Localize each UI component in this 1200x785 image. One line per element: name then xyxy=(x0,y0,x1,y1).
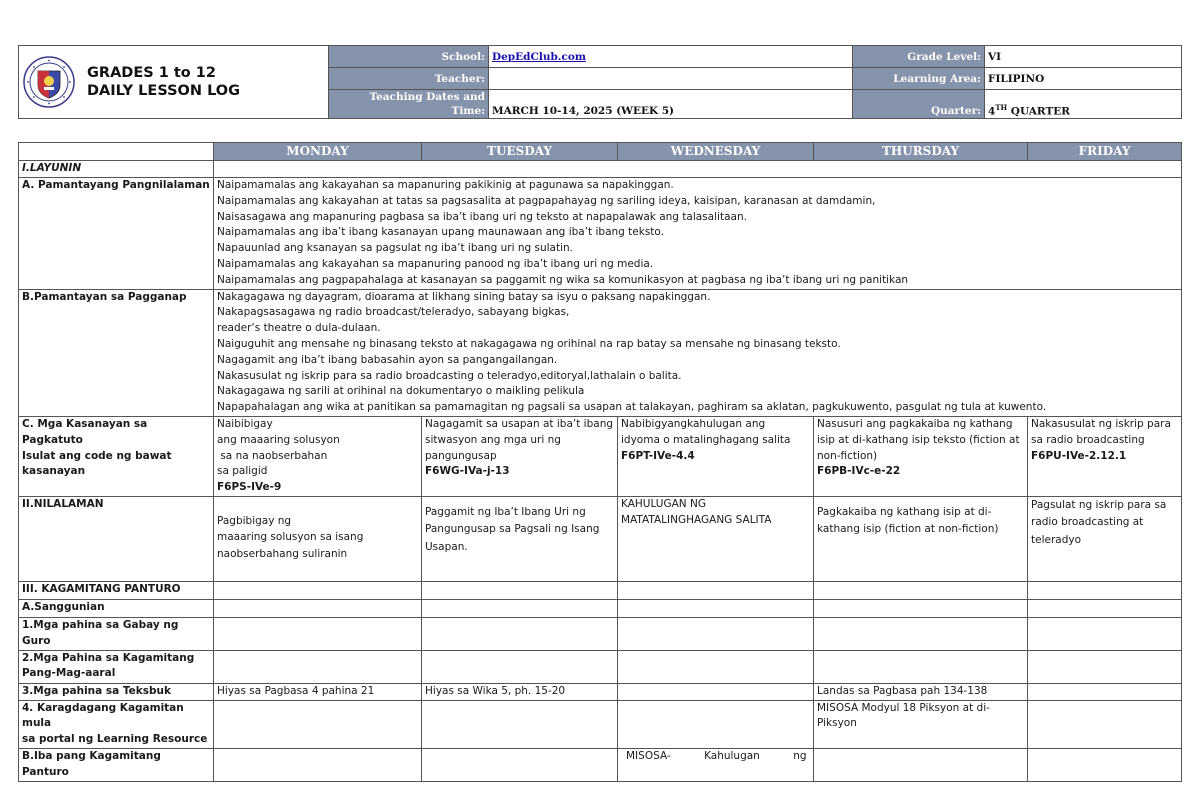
pagganap-line: Nakagagawa ng sarili at orihinal na dokumentaryo o maikling pelikula xyxy=(217,385,585,398)
pamantayang-label: A. Pamantayang Pangnilalaman xyxy=(19,178,214,290)
title-line1: GRADES 1 to 12 xyxy=(87,65,216,81)
dates-value: MARCH 10-14, 2025 (WEEK 5) xyxy=(489,90,853,119)
day-thursday: THURSDAY xyxy=(814,143,1028,161)
kasanayan-line: ang maaaring solusyon xyxy=(217,433,340,446)
day-tuesday: TUESDAY xyxy=(422,143,618,161)
nilalaman-tuesday xyxy=(422,496,618,581)
school-value-cell xyxy=(489,46,853,68)
kasanayan-line: Nagagamit sa usapan at iba’t ibang xyxy=(425,417,614,430)
empty-cell xyxy=(422,700,618,748)
kasanayan-label-line: Isulat ang code ng bawat xyxy=(22,449,172,462)
pagganap-line: Nakapagsasagawa ng radio broadcast/teleradyo, sabayang bigkas, xyxy=(217,306,570,319)
pagganap-label: B.Pamantayan sa Pagganap xyxy=(19,289,214,416)
school-link[interactable]: DepEdClub.com xyxy=(492,50,586,63)
empty-cell xyxy=(1028,748,1182,781)
dates-label-line2: Time: xyxy=(451,105,485,117)
kasanayan-code: F6PU-IVe-2.12.1 xyxy=(1031,449,1127,462)
kasanayan-code: F6PT-IVe-4.4 xyxy=(621,449,695,462)
quarter-value xyxy=(985,90,1182,119)
kasanayan-line: idyoma o matalinghagang salita xyxy=(621,433,791,446)
spacer xyxy=(425,497,614,504)
corner-cell xyxy=(19,143,214,161)
spacer xyxy=(217,497,418,513)
pagganap-content xyxy=(214,289,1182,416)
kasanayan-label-line: kasanayan xyxy=(22,465,86,478)
dates-label xyxy=(329,90,489,119)
spacer xyxy=(817,497,1024,504)
empty-cell xyxy=(618,581,814,599)
kagamitan-pang-label xyxy=(19,650,214,683)
teksbuk-monday: Hiyas sa Pagbasa 4 pahina 21 xyxy=(214,683,422,700)
empty-cell xyxy=(1028,683,1182,700)
kasanayan-wednesday xyxy=(618,416,814,496)
karagdagan-label-line: 4. Karagdagang Kagamitan mula xyxy=(22,701,184,730)
school-label: School: xyxy=(329,46,489,68)
pamantayang-line: Naipamamalas ang kakayahan at tatas sa pagsasalita at pagpapahayag ng sariling ideya, kaisipan, karanasan at damdamin, xyxy=(217,194,876,207)
kasanayan-line: Nakasusulat ng iskrip para xyxy=(1031,417,1171,430)
empty-cell xyxy=(422,581,618,599)
empty-cell xyxy=(618,700,814,748)
karagdagan-label-line: sa portal ng Learning Resource xyxy=(22,733,208,746)
pagganap-line: Nakasusulat ng iskrip para sa radio broadcasting o teleradyo,editoryal,lathalain o balita. xyxy=(217,369,682,382)
gabay-label: 1.Mga pahina sa Gabay ng Guro xyxy=(19,617,214,650)
day-wednesday: WEDNESDAY xyxy=(618,143,814,161)
empty-cell xyxy=(618,599,814,617)
sanggunian-label: A.Sanggunian xyxy=(19,599,214,617)
empty-cell xyxy=(214,599,422,617)
quarter-num: 4 xyxy=(988,105,996,117)
empty-cell xyxy=(814,581,1028,599)
kasanayan-line: pangungusap xyxy=(425,449,497,462)
quarter-label: Quarter: xyxy=(853,90,985,119)
kagamitan-label: III. KAGAMITANG PANTURO xyxy=(19,581,214,599)
empty-cell xyxy=(214,617,422,650)
empty-cell xyxy=(1028,599,1182,617)
kasanayan-label xyxy=(19,416,214,496)
pamantayang-line: Naipamamalas ang kakayahan sa mapanuring pakikinig at pagunawa sa napakinggan. xyxy=(217,179,674,191)
pagganap-line: Naiguguhit ang mensahe ng binasang teksto at nakagagawa ng orihinal na rap batay sa mensahe ng binasang teksto. xyxy=(217,337,841,350)
empty-cell xyxy=(814,617,1028,650)
teksbuk-tuesday: Hiyas sa Wika 5, ph. 15-20 xyxy=(422,683,618,700)
grade-label: Grade Level: xyxy=(853,46,985,68)
empty-cell xyxy=(618,683,814,700)
header-table xyxy=(18,45,1182,119)
karagdagan-label xyxy=(19,700,214,748)
empty-cell xyxy=(618,617,814,650)
empty-cell xyxy=(814,748,1028,781)
nilalaman-line: Paggamit ng Iba’t Ibang Uri ng xyxy=(425,505,586,518)
day-monday: MONDAY xyxy=(214,143,422,161)
nilalaman-wednesday xyxy=(618,496,814,581)
teacher-value xyxy=(489,68,853,90)
empty-cell xyxy=(1028,617,1182,650)
kasanayan-line: sa na naobserbahan xyxy=(217,449,328,462)
kasanayan-tuesday xyxy=(422,416,618,496)
pamantayang-line: Napauunlad ang ksanayan sa pagsulat ng iba’t ibang uri ng sulatin. xyxy=(217,242,573,255)
kasanayan-line: Nabibigyangkahulugan ang xyxy=(621,417,766,430)
day-friday: FRIDAY xyxy=(1028,143,1182,161)
pamantayang-line: Naipamamalas ang iba’t ibang kasanayan upang maunawaan ang iba’t ibang teksto. xyxy=(217,226,664,239)
empty-cell xyxy=(814,650,1028,683)
deped-seal-icon xyxy=(23,56,75,108)
pamantayang-line: Naipamamalas ang kakayahan sa mapanuring panood ng iba’t ibang uri ng media. xyxy=(217,257,654,270)
area-label: Learning Area: xyxy=(853,68,985,90)
layunin-label: I.LAYUNIN xyxy=(19,161,214,178)
kasanayan-line: sa paligid xyxy=(217,465,268,478)
empty-cell xyxy=(618,650,814,683)
empty-cell xyxy=(214,748,422,781)
pamantayang-content xyxy=(214,178,1182,290)
kasanayan-thursday xyxy=(814,416,1028,496)
empty-cell xyxy=(214,700,422,748)
iba-pang-wednesday: MISOSA- Kahulugan ng xyxy=(618,748,814,781)
pamantayang-line: Naipamamalas ang pagpapahalaga at kasanayan sa paggamit ng wika sa komunikasyon at pagbasa ng iba’t ibang uri ng panitikan xyxy=(217,273,909,286)
lesson-table xyxy=(18,142,1182,782)
nilalaman-line: teleradyo xyxy=(1031,533,1082,546)
kasanayan-friday xyxy=(1028,416,1182,496)
kagamitan-pang-line: 2.Mga Pahina sa Kagamitang xyxy=(22,651,195,664)
nilalaman-line: Pagbibigay ng xyxy=(217,514,292,527)
pamantayang-line: Naisasagawa ang mapanuring pagbasa sa iba’t ibang uri ng teksto at napapalawak ang talasalitaan. xyxy=(217,210,747,223)
nilalaman-line: Pagsulat ng iskrip para sa xyxy=(1031,498,1167,511)
kasanayan-label-line: C. Mga Kasanayan sa Pagkatuto xyxy=(22,417,148,446)
nilalaman-monday xyxy=(214,496,422,581)
dates-label-line1: Teaching Dates and xyxy=(369,91,485,103)
teksbuk-label: 3.Mga pahina sa Teksbuk xyxy=(19,683,214,700)
kasanayan-code: F6WG-IVa-j-13 xyxy=(425,465,510,478)
kasanayan-line: non-fiction) xyxy=(817,449,878,462)
teacher-label: Teacher: xyxy=(329,68,489,90)
karagdagan-line: Piksyon xyxy=(817,717,857,730)
empty-cell xyxy=(1028,700,1182,748)
nilalaman-line: MATATALINGHAGANG SALITA xyxy=(621,513,772,526)
karagdagan-line: MISOSA Modyul 18 Piksyon at di- xyxy=(817,701,990,714)
pagganap-line: Napapahalagan ang wika at panitikan sa pamamagitan ng pagsali sa usapan at talakayan, paghiram sa aklatan, pagkukuwento, pasgulat ng tula at kuwento. xyxy=(217,401,1047,414)
area-value: FILIPINO xyxy=(985,68,1182,90)
kasanayan-monday xyxy=(214,416,422,496)
empty-cell xyxy=(422,650,618,683)
karagdagan-thursday xyxy=(814,700,1028,748)
empty-cell xyxy=(214,650,422,683)
kasanayan-line: Naibibigay xyxy=(217,417,273,430)
nilalaman-line: maaaring solusyon sa isang xyxy=(217,531,364,544)
empty-cell xyxy=(1028,650,1182,683)
kasanayan-code: F6PB-IVc-e-22 xyxy=(817,465,901,478)
nilalaman-label: II.NILALAMAN xyxy=(19,496,214,581)
grade-value: VI xyxy=(985,46,1182,68)
kasanayan-line: Nasusuri ang pagkakaiba ng kathang xyxy=(817,417,1013,430)
nilalaman-friday xyxy=(1028,496,1182,581)
kasanayan-line: sitwasyon ang mga uri ng xyxy=(425,433,561,446)
nilalaman-line: Pagkakaiba ng kathang isip at di- xyxy=(817,505,992,518)
quarter-sup: TH xyxy=(995,102,1008,112)
nilalaman-line: Usapan. xyxy=(425,540,468,553)
empty-cell xyxy=(422,748,618,781)
kasanayan-line: isip at di-kathang isip teksto (fiction at xyxy=(817,433,1020,446)
pagganap-line: reader’s theatre o dula-dulaan. xyxy=(217,322,381,335)
teksbuk-thursday: Landas sa Pagbasa pah 134-138 xyxy=(814,683,1028,700)
layunin-content xyxy=(214,161,1182,178)
header-logo-cell xyxy=(19,46,329,119)
nilalaman-line: radio broadcasting at xyxy=(1031,516,1144,529)
nilalaman-line: naobserbahang suliranin xyxy=(217,547,348,560)
nilalaman-line: Pangungusap sa Pagsali ng Isang xyxy=(425,523,600,536)
pagganap-line: Nakagagawa ng dayagram, dioarama at likhang sining batay sa isyu o paksang napakinggan. xyxy=(217,290,711,303)
nilalaman-thursday xyxy=(814,496,1028,581)
nilalaman-line: KAHULUGAN NG xyxy=(621,497,706,510)
iba-pang-label: B.Iba pang Kagamitang Panturo xyxy=(19,748,214,781)
nilalaman-line: kathang isip (fiction at non-fiction) xyxy=(817,523,999,536)
kasanayan-line: sa radio broadcasting xyxy=(1031,433,1145,446)
empty-cell xyxy=(1028,581,1182,599)
empty-cell xyxy=(814,599,1028,617)
title-line2: DAILY LESSON LOG xyxy=(87,83,241,99)
page-title xyxy=(87,64,240,100)
kasanayan-code: F6PS-IVe-9 xyxy=(217,481,282,494)
empty-cell xyxy=(422,617,618,650)
empty-cell xyxy=(422,599,618,617)
quarter-text: QUARTER xyxy=(1007,105,1071,117)
pagganap-line: Nagagamit ang iba’t ibang babasahin ayon sa pangangailangan. xyxy=(217,353,558,366)
kagamitan-pang-line: Pang-Mag-aaral xyxy=(22,667,116,680)
empty-cell xyxy=(214,581,422,599)
